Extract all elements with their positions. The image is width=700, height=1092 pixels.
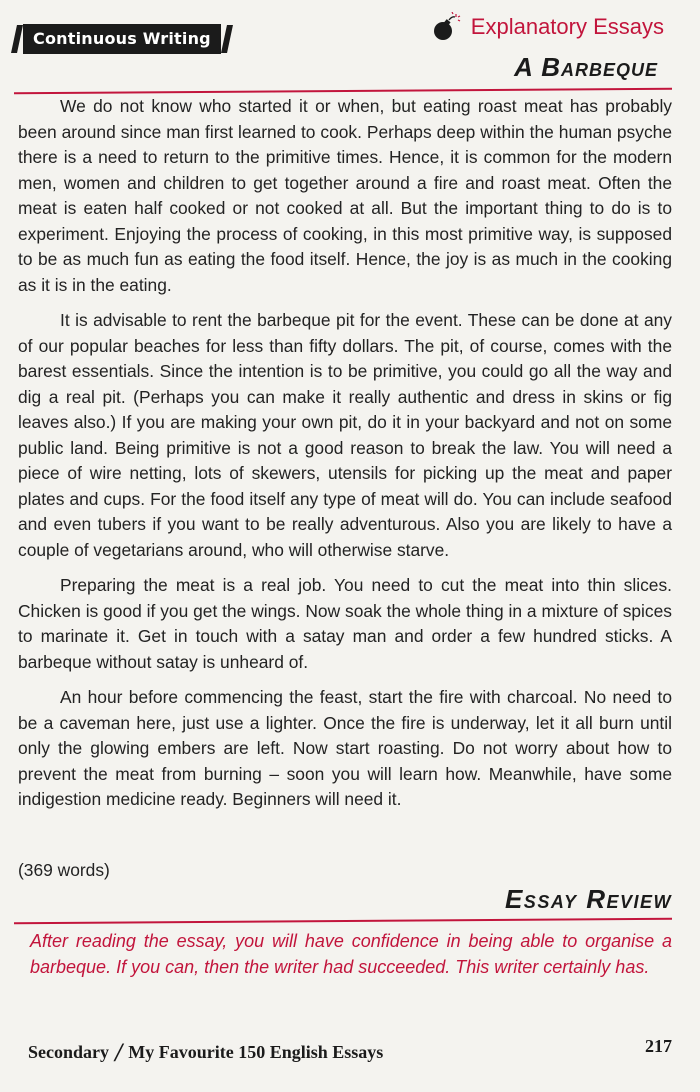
paragraph-1: We do not know who started it or when, but eating roast meat has probably been around since man first learned to cook. Perhaps deep within the human psyche there is a need to return to the primitive times. Hence, it is common for the modern men, women and children to get together around a fire and roast meat. Often the meat is eaten half cooked or not cooked at all. But the important thing to do is to experiment. Enjoying the process of cooking, in this most primitive way, is supposed to be as much fun as eating the food itself. Hence, the joy is as much in the cooking as it is in the eating. <box>18 96 672 295</box>
paragraph-4: An hour before commencing the feast, start the fire with charcoal. No need to be a caveman here, just use a lighter. Once the fire is underway, let it all burn until only the glowing embers are left. Now start roasting. Do not worry about how to prevent the meat from burning – soon you will learn how. Meanwhile, have some indigestion medicine ready. Beginners will need it. <box>18 687 672 809</box>
category-label: Explanatory Essays <box>470 14 664 39</box>
essay-body <box>18 94 672 823</box>
tag-bar-left <box>11 25 23 53</box>
review-text: After reading the essay, you will have confidence in being able to organise a barbeque. If you can, then the writer had succeeded. This writer certainly has. <box>30 931 672 977</box>
bomb-icon <box>431 12 461 42</box>
header <box>14 8 664 48</box>
tag-bar-right <box>221 25 233 53</box>
paragraph-2: It is advisable to rent the barbeque pit for the event. These can be done at any of our popular beaches for less than fifty dollars. The pit, of course, comes with the barest essentials. Since the intention is to be primitive, you could go all the way and dig a real pit. (Perhaps you can make it really authentic and dress in skins or fig leaves also.) If you are making your own pit, do it in your backyard and not on some public land. Being primitive is not a good reason to break the law. You will need a piece of wire netting, lots of skewers, utensils for picking up the meat and paper plates and cups. For the food itself any type of meat will do. You can include seafood and even tubers if you want to be really adventurous. Also you are likely to have a couple of vegetarians around, who will otherwise starve. <box>18 310 672 560</box>
book-series <box>28 1037 384 1067</box>
paragraph-3: Preparing the meat is a real job. You need to cut the meat into thin slices. Chicken is good if you get the wings. Now soak the whole thing in a mixture of spices to marinate it. Get in touch with a satay man and order a few hundred sticks. A barbeque without satay is unheard of. <box>18 575 672 672</box>
word-count: (369 words) <box>18 860 110 880</box>
category <box>431 12 664 42</box>
essay-title: A Barbeque <box>514 52 658 82</box>
level-label: Secondary <box>28 1042 109 1062</box>
section-tag <box>14 24 230 54</box>
page-number: 217 <box>645 1036 672 1056</box>
section-label: Continuous Writing <box>23 24 221 54</box>
slash-divider: / <box>115 1037 123 1067</box>
footer <box>28 1036 672 1066</box>
review-divider <box>14 918 672 925</box>
review-title: Essay Review <box>504 884 672 914</box>
book-title: My Favourite 150 English Essays <box>128 1042 384 1062</box>
